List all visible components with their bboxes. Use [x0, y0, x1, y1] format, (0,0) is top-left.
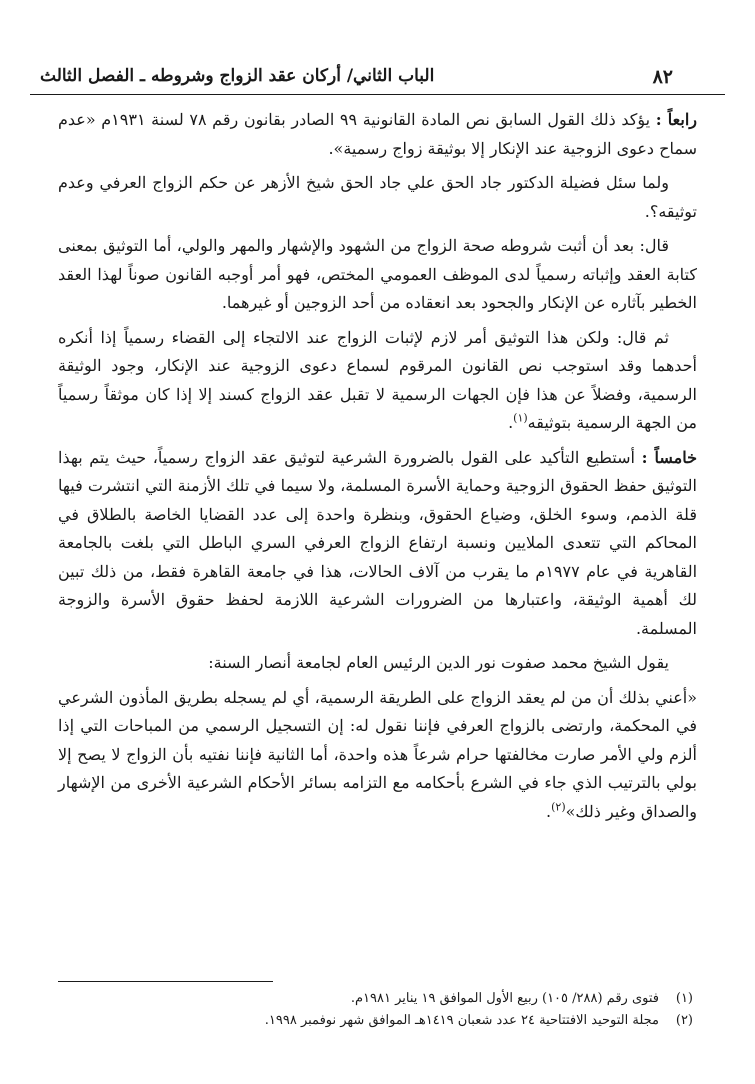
footnotes	[58, 988, 693, 1032]
paragraph-question	[58, 169, 697, 226]
footnote-ref-1[interactable]: (١)	[513, 411, 528, 425]
paragraph-fourthly	[58, 106, 697, 163]
paragraph-tail: .	[508, 413, 514, 432]
page-number: ٨٢	[652, 66, 673, 88]
paragraph-text: يؤكد ذلك القول السابق نص المادة القانونية ٩٩ الصادر بقانون رقم ٧٨ لسنة ١٩٣١م «عدم سماح دعوى الزوجية عند الإنكار إلا بوثيقة زواج رسمية».	[58, 110, 697, 158]
footnote-number: (٢)	[675, 1013, 693, 1028]
paragraph-text: ولما سئل فضيلة الدكتور جاد الحق علي جاد الحق شيخ الأزهر عن حكم الزواج العرفي وعدم توثيقه؟.	[58, 173, 697, 221]
footnote-1	[58, 988, 693, 1010]
paragraph-quote-intro	[58, 649, 697, 678]
page-header	[30, 60, 725, 95]
footnote-number: (١)	[675, 991, 693, 1006]
page-body	[58, 106, 697, 832]
footnote-text: فتوى رقم (٢٨٨/ ١٠٥) ربيع الأول الموافق ١٩ يناير ١٩٨١م.	[350, 991, 659, 1006]
footnote-2	[58, 1010, 693, 1032]
paragraph-tail: .	[546, 801, 552, 821]
paragraph-text: يقول الشيخ محمد صفوت نور الدين الرئيس العام لجامعة أنصار السنة:	[208, 653, 669, 672]
footnote-text: مجلة التوحيد الافتتاحية ٢٤ عدد شعبان ١٤١٩هـ الموافق شهر نوفمبر ١٩٩٨.	[264, 1013, 659, 1028]
paragraph-text: «أعني بذلك أن من لم يعقد الزواج على الطريقة الرسمية، أي لم يسجله بطريق المأذون الشرعي في المحكمة، وارتضى بالزواج العرفي فإننا نقول له: إن التسجيل الرسمي من المباحات التي إذا ألزم ولي الأمر صارت مخالفتها حرام شرعاً هذه واحدة، أما الثانية فإننا نفتيه بأن الزواج لا يصح إلا بولي بالترتيب الذي جاء في الشرع بأحكامه مع التزامه بسائر الأحكام الشرعية الأخرى من الإشهار والصداق وغير ذلك»	[58, 687, 698, 821]
paragraph-text: أستطيع التأكيد على القول بالضرورة الشرعية لتوثيق عقد الزواج رسمياً، حيث يتم بهذا التوثيق حفظ الحقوق الزوجية وحماية الأسرة المسلمة، ولا سيما في تلك الأزمنة التي انتشرت فيها قلة الذمم، وسوء الخلق، وضياع الحقوق، وبنظرة واحدة إلى عدد القضايا الخاصة بالطلاق في المحاكم التي تتعدى الملايين ونسبة ارتفاع الزواج العرفي السري الباطل التي بلغت بالجامعة القاهرية في عام ١٩٧٧م ما يقرب من آلاف الحالات، هذا في جامعة القاهرة فقط، من ذلك تبين لك أهمية الوثيقة، واعتبارها من الضرورات الشرعية اللازمة لحفظ حقوق الأسرة والزوجة المسلمة.	[58, 447, 698, 638]
paragraph-continuation	[58, 324, 697, 438]
paragraph-lead: خامساً :	[641, 447, 698, 467]
running-head: الباب الثاني/ أركان عقد الزواج وشروطه ـ الفصل الثالث	[40, 66, 435, 86]
paragraph-text: قال: بعد أن أثبت شروطه صحة الزواج من الشهود والإشهار والمهر والولي، أما التوثيق بمعنى كتابة العقد وإثباته رسمياً لدى الموظف العمومي المختص، فهو أمر أوجبه القانون صوناً لهذا العقد الخطير بآثاره عن الإنكار والجحود بعد انعقاده من أحد الزوجين أو غيرهما.	[58, 236, 697, 312]
paragraph-quote	[58, 684, 697, 827]
paragraph-fifthly	[58, 444, 697, 644]
footnote-separator	[58, 981, 273, 982]
footnote-ref-2[interactable]: (٢)	[551, 800, 566, 814]
paragraph-text: ثم قال: ولكن هذا التوثيق أمر لازم لإثبات الزواج عند الالتجاء إلى القضاء رسمياً إذا أنكره أحدهما وقد استوجب نص القانون المرقوم لسماع دعوى الزوجية عند الإنكار، وجود الوثيقة الرسمية، وفضلاً عن هذا فإن الجهات الرسمية لا تقبل عقد الزواج كسند إلا إذا كان موثقاً رسمياً من الجهة الرسمية بتوثيقه	[58, 327, 697, 432]
paragraph-answer	[58, 232, 697, 318]
paragraph-lead: رابعاً :	[655, 110, 697, 129]
